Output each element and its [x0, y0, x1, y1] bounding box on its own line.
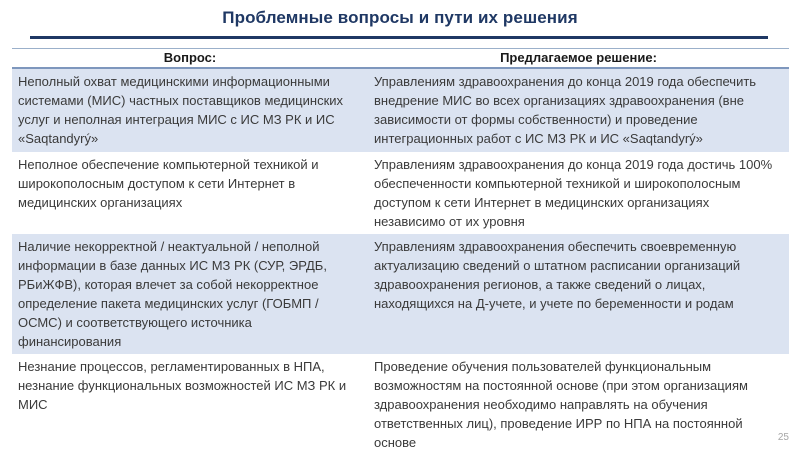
- column-header-solution: Предлагаемое решение:: [368, 49, 789, 68]
- solution-cell: Управлениям здравоохранения обеспечить своевременную актуализацию сведений о штатном расписании организаций здравоохранения регионов, а также сведений о лицах, находящихся на Д-учете, и учете по беременности и родам: [368, 234, 789, 354]
- title-underline-rule: [30, 36, 768, 39]
- solution-cell: Управлениям здравоохранения до конца 2019 года обеспечить внедрение МИС во всех организациях здравоохранения (вне зависимости от формы собственности) и проведение интеграционных работ с ИС МЗ РК и ИС «Saqtandyrý»: [368, 68, 789, 152]
- table-row: [12, 234, 789, 354]
- issues-solutions-table: [12, 48, 789, 450]
- solution-cell: Проведение обучения пользователей функциональным возможностям на постоянной основе (при этом организациям здравоохранения необходимо направлять на обучения ответственных лиц), проведение ИРР по НПА на постоянной основе: [368, 354, 789, 450]
- table-header-row: [12, 49, 789, 68]
- question-cell: Неполное обеспечение компьютерной техникой и широкополосным доступом к сети Интернет в медицинских организациях: [12, 152, 368, 234]
- solution-cell: Управлениям здравоохранения до конца 2019 года достичь 100% обеспеченности компьютерной техникой и широкополосным доступом к сети Интернет в медицинских организациях независимо от их уровня: [368, 152, 789, 234]
- table-row: [12, 354, 789, 450]
- question-cell: Наличие некорректной / неактуальной / неполной информации в базе данных ИС МЗ РК (СУР, ЭРДБ, РБиЖФВ), которая влечет за собой некорректное определение пакета медицинских услуг (ГОБМП / ОСМС) и соответствующего источника финансирования: [12, 234, 368, 354]
- table-row: [12, 152, 789, 234]
- slide-title: Проблемные вопросы и пути их решения: [222, 8, 578, 27]
- page-number: 25: [777, 432, 789, 443]
- column-header-question: Вопрос:: [12, 49, 368, 68]
- table-row: [12, 68, 789, 152]
- question-cell: Незнание процессов, регламентированных в НПА, незнание функциональных возможностей ИС МЗ РК и МИС: [12, 354, 368, 450]
- question-cell: Неполный охват медицинскими информационными системами (МИС) частных поставщиков медицинских услуг и неполная интеграция МИС с ИС МЗ РК и ИС «Saqtandyrý»: [12, 68, 368, 152]
